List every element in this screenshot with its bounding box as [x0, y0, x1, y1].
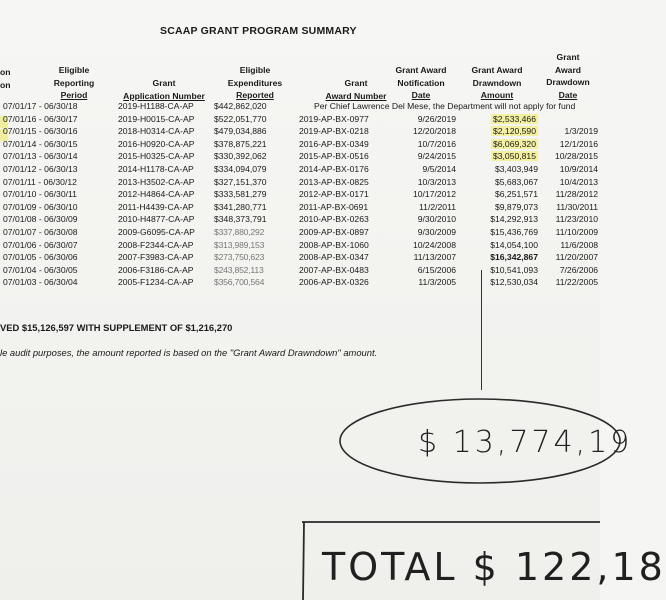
table-row: 07/01/09 - 06/30/10 2011-H4439-CA-AP $341,280,771 2011-AP-BX-0691 11/2/2011 $9,879,073 11/30/2011 — [3, 201, 598, 212]
table-row: 07/01/05 - 06/30/06 2007-F3983-CA-AP $273,750,623 2008-AP-BX-0347 11/13/2007 $16,342,867 11/20/2007 — [3, 252, 598, 263]
table-row: 07/01/17 - 06/30/18 2019-H1188-CA-AP $442,862,020 Per Chief Lawrence Del Mese, the Department will not apply for fund — [3, 101, 576, 111]
table-row: 07/01/08 - 06/30/09 2010-H4877-CA-AP $348,373,791 2010-AP-BX-0263 9/30/2010 $14,292,913 11/23/2010 — [3, 214, 598, 225]
table-row: 07/01/06 - 06/30/07 2008-F2344-CA-AP $313,989,153 2008-AP-BX-1060 10/24/2008 $14,054,100 11/6/2008 — [3, 239, 598, 250]
table-row: 07/01/13 - 06/30/14 2015-H0325-CA-AP $330,392,062 2015-AP-BX-0516 9/24/2015 $3,050,815 10/28/2015 — [3, 151, 598, 162]
header-application: Grant Application Number — [123, 78, 205, 101]
summary-text: VED $15,126,597 WITH SUPPLEMENT OF $1,216,270 — [0, 322, 233, 333]
handwritten-amount: $ 13,774,19 — [418, 425, 633, 460]
table-row: 07/01/16 - 06/30/17 2019-H0015-CA-AP $522,051,770 2019-AP-BX-0977 9/26/2019 $2,533,466 — [3, 113, 536, 124]
header-fragment: on on — [0, 67, 11, 90]
table-row: 07/01/07 - 06/30/08 2009-G6095-CA-AP $337,880,292 2009-AP-BX-0897 9/30/2009 $15,436,769 11/10/2009 — [3, 226, 598, 237]
handwritten-total: TOTAL $ 122,18 — [322, 545, 666, 589]
table-row: 07/01/10 - 06/30/11 2012-H4864-CA-AP $333,581,279 2012-AP-BX-0171 10/17/2012 $6,251,571 11/28/2012 — [3, 189, 598, 200]
header-award-number: Grant Award Number — [325, 78, 387, 101]
document-title: SCAAP GRANT PROGRAM SUMMARY — [160, 25, 357, 37]
table-row: 07/01/15 - 06/30/16 2018-H0314-CA-AP $479,034,886 2019-AP-BX-0218 12/20/2018 $2,120,590 1/3/2019 — [3, 126, 598, 137]
note-row-text: Per Chief Lawrence Del Mese, the Department will not apply for fund — [314, 101, 576, 111]
table-row: 07/01/03 - 06/30/04 2005-F1234-CA-AP $356,700,564 2006-AP-BX-0326 11/3/2005 $12,530,034 11/22/2005 — [3, 277, 598, 288]
table-row: 07/01/14 - 06/30/15 2016-H0920-CA-AP $378,875,221 2016-AP-BX-0349 10/7/2016 $6,069,320 12/1/2016 — [3, 138, 598, 149]
table-row: 07/01/11 - 06/30/12 2013-H3502-CA-AP $327,151,370 2013-AP-BX-0825 10/3/2013 $5,683,067 10/4/2013 — [3, 176, 598, 187]
table-row: 07/01/12 - 06/30/13 2014-H1178-CA-AP $334,094,079 2014-AP-BX-0176 9/5/2014 $3,403,949 10/9/2014 — [3, 163, 598, 174]
audit-note: le audit purposes, the amount reported is based on the "Grant Award Drawndown" amount. — [0, 347, 378, 358]
table-row: 07/01/04 - 06/30/05 2006-F3186-CA-AP $243,852,113 2007-AP-BX-0483 6/15/2006 $10,541,093 7/26/2006 — [3, 264, 598, 275]
header-period: Eligible Reporting Period — [53, 65, 95, 101]
header-notification-date: Grant Award Notification Date — [395, 65, 447, 101]
header-drawdown-date: Grant Award Drawdown Date — [546, 52, 590, 100]
header-drawndown-amount: Grant Award Drawndown Amount — [471, 65, 523, 101]
header-expenditures: Eligible Expenditures Reported — [227, 65, 283, 101]
